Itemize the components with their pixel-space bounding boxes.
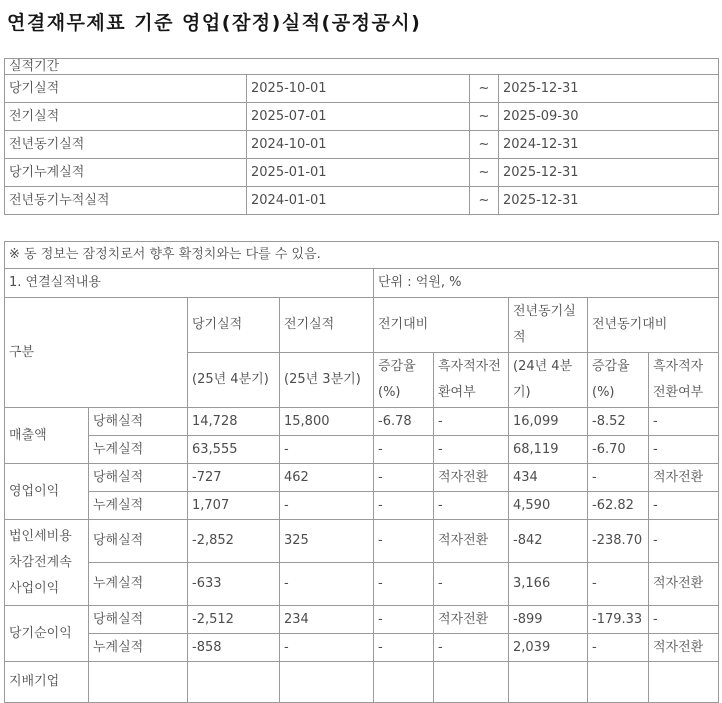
value-cell: 1,707 [188,492,280,520]
period-label: 전기실적 [5,103,247,131]
row-type-cell: 당해실적 [89,408,188,436]
value-cell: -62.82 [588,492,649,520]
period-end-date: 2025-12-31 [499,159,719,187]
value-cell: - [649,520,719,563]
value-cell: 325 [280,520,374,563]
value-cell: -6.78 [374,408,434,436]
header-gubun: 구분 [5,298,188,408]
table-row [5,187,719,215]
value-cell: -2,512 [188,606,280,634]
value-cell: - [374,606,434,634]
header-current: 당기실적 [188,298,280,353]
value-cell: - [434,634,509,662]
header-previous-sub: (25년 3분기) [280,353,374,408]
value-cell: - [649,606,719,634]
row-type-cell: 누계실적 [89,563,188,606]
table-row [5,464,719,492]
value-cell: - [374,436,434,464]
value-cell: 적자전환 [649,563,719,606]
header-change-rate: 증감율(%) [588,353,649,408]
row-type-cell: 당해실적 [89,606,188,634]
table-row [5,520,719,563]
value-cell: 14,728 [188,408,280,436]
value-cell: 16,099 [509,408,588,436]
period-label: 당기누계실적 [5,159,247,187]
tilde-separator: ~ [470,159,499,187]
table-row [5,563,719,606]
period-start-date: 2025-10-01 [247,75,470,103]
value-cell: -727 [188,464,280,492]
disclosure-document [0,8,722,703]
value-cell: 적자전환 [649,464,719,492]
value-cell: 3,166 [509,563,588,606]
value-cell: - [588,634,649,662]
value-cell [509,662,588,703]
value-cell: -2,852 [188,520,280,563]
value-cell: -8.52 [588,408,649,436]
value-cell [434,662,509,703]
row-type-cell: 당해실적 [89,520,188,563]
row-type-cell [89,662,188,703]
value-cell: - [280,492,374,520]
period-end-date: 2025-12-31 [499,75,719,103]
category-cell: 법인세비용차감전계속사업이익 [5,520,89,606]
value-cell: 적자전환 [649,634,719,662]
value-cell: - [374,563,434,606]
table-row [5,606,719,634]
row-type-cell: 누계실적 [89,492,188,520]
header-vs-prior-year: 전년동기대비 [588,298,719,353]
value-cell: - [280,634,374,662]
table-row-cutoff [5,662,719,703]
value-cell: - [280,436,374,464]
category-cell: 당기순이익 [5,606,89,662]
value-cell: 적자전환 [434,606,509,634]
value-cell [649,662,719,703]
value-cell: - [649,436,719,464]
header-turnaround: 흑자적자전환여부 [434,353,509,408]
value-cell: 234 [280,606,374,634]
value-cell: - [588,464,649,492]
value-cell: - [374,492,434,520]
period-start-date: 2025-01-01 [247,159,470,187]
value-cell: -238.70 [588,520,649,563]
category-cell: 영업이익 [5,464,89,520]
value-cell: - [434,436,509,464]
value-cell [280,662,374,703]
period-table [4,58,719,215]
value-cell: -6.70 [588,436,649,464]
period-start-date: 2024-01-01 [247,187,470,215]
table-row [5,131,719,159]
table-row [5,436,719,464]
header-previous: 전기실적 [280,298,374,353]
value-cell: 462 [280,464,374,492]
value-cell: -633 [188,563,280,606]
row-type-cell: 누계실적 [89,436,188,464]
value-cell: 적자전환 [434,464,509,492]
provisional-note: ※ 동 정보는 잠정치로서 향후 확정치와는 다를 수 있음. [5,242,719,269]
value-cell: - [649,408,719,436]
value-cell [374,662,434,703]
header-change-rate: 증감율(%) [374,353,434,408]
value-cell [588,662,649,703]
category-cell: 매출액 [5,408,89,464]
value-cell [188,662,280,703]
category-cell: 지배기업 [5,662,89,703]
period-start-date: 2025-07-01 [247,103,470,131]
value-cell: - [588,563,649,606]
section-row [5,269,719,298]
note-row [5,242,719,269]
page-title: 연결재무제표 기준 영업(잠정)실적(공정공시) [7,12,422,34]
value-cell: -842 [509,520,588,563]
tilde-separator: ~ [470,103,499,131]
row-type-cell: 누계실적 [89,634,188,662]
header-prior-year: 전년동기실적 [509,298,588,353]
period-start-date: 2024-10-01 [247,131,470,159]
value-cell: 434 [509,464,588,492]
period-end-date: 2025-09-30 [499,103,719,131]
period-label: 전년동기실적 [5,131,247,159]
value-cell: - [434,408,509,436]
header-vs-previous: 전기대비 [374,298,509,353]
table-row [5,408,719,436]
table-row [5,75,719,103]
period-table-header-row [5,59,719,75]
value-cell: 4,590 [509,492,588,520]
value-cell: 적자전환 [434,520,509,563]
value-cell: -858 [188,634,280,662]
value-cell: 68,119 [509,436,588,464]
tilde-separator: ~ [470,187,499,215]
tilde-separator: ~ [470,75,499,103]
header-turnaround: 흑자적자전환여부 [649,353,719,408]
value-cell: 15,800 [280,408,374,436]
row-type-cell: 당해실적 [89,464,188,492]
value-cell: 63,555 [188,436,280,464]
table-row [5,159,719,187]
unit-label: 단위 : 억원, % [374,269,719,298]
value-cell: - [649,492,719,520]
section-title: 1. 연결실적내용 [5,269,374,298]
table-row [5,492,719,520]
period-end-date: 2025-12-31 [499,187,719,215]
header-row-main [5,298,719,353]
period-end-date: 2024-12-31 [499,131,719,159]
value-cell: - [374,464,434,492]
value-cell: - [434,563,509,606]
results-table [4,241,719,703]
value-cell: - [280,563,374,606]
header-prior-year-sub: (24년 4분기) [509,353,588,408]
header-current-sub: (25년 4분기) [188,353,280,408]
table-row [5,634,719,662]
tilde-separator: ~ [470,131,499,159]
period-label: 당기실적 [5,75,247,103]
value-cell: - [374,520,434,563]
value-cell: -179.33 [588,606,649,634]
period-label: 전년동기누적실적 [5,187,247,215]
value-cell: -899 [509,606,588,634]
period-table-header: 실적기간 [5,59,719,75]
value-cell: - [434,492,509,520]
value-cell: - [374,634,434,662]
table-row [5,103,719,131]
value-cell: 2,039 [509,634,588,662]
